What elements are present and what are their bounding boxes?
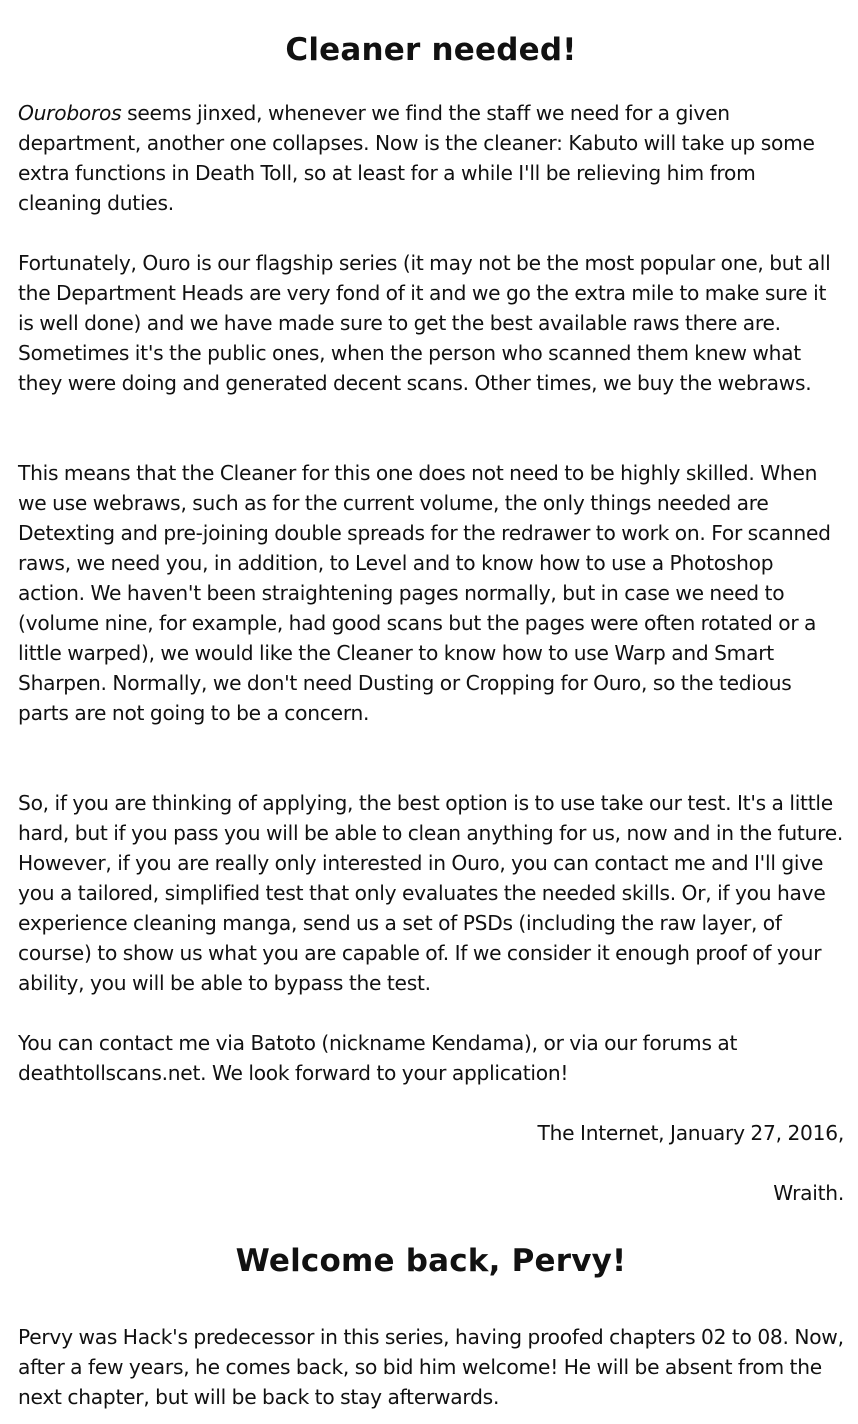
heading-welcome-back: Welcome back, Pervy! (235, 1243, 627, 1279)
signature: Wraith. (773, 1181, 844, 1205)
paragraph-contact: You can contact me via Batoto (nickname Kendama), or via our forums at deathtollscans.net. We look forward to your application! (18, 1031, 738, 1085)
paragraph-applying: So, if you are thinking of applying, the best option is to use take our test. It's a little hard, but if you pass you will be able to clean anything for us, now and in the future. However, if you are really only interested in Ouro, you can contact me and I'll give you a tailored, simplified test that only evaluates the needed skills. Or, if you have experience cleaning manga, send us a set of PSDs (including the raw layer, of course) to show us what you are capable of. If we consider it enough proof of your ability, you will be able to bypass the test. (18, 791, 844, 995)
series-title-italic: Ouroboros (18, 101, 122, 125)
paragraph-intro-text: seems jinxed, whenever we find the staff we need for a given department, another one collapses. Now is the cleaner: Kabuto will take up some extra functions in Death Toll, so at least for a while I'll be relieving him from cleaning duties. (18, 101, 815, 215)
paragraph-welcome: Pervy was Hack's predecessor in this series, having proofed chapters 02 to 08. Now, after a few years, he comes back, so bid him welcome! He will be absent from the next chapter, but will be back to stay afterwards. (18, 1325, 844, 1409)
heading-cleaner-needed: Cleaner needed! (285, 32, 577, 68)
dateline: The Internet, January 27, 2016, (537, 1121, 844, 1145)
paragraph-skills: This means that the Cleaner for this one does not need to be highly skilled. When we use webraws, such as for the current volume, the only things needed are Detexting and pre-joining double spreads for the redrawer to work on. For scanned raws, we need you, in addition, to Level and to know how to use a Photoshop action. We haven't been straightening pages normally, but in case we need to (volume nine, for example, had good scans but the pages were often rotated or a little warped), we would like the Cleaner to know how to use Warp and Smart Sharpen. Normally, we don't need Dusting or Cropping for Ouro, so the tedious parts are not going to be a concern. (18, 461, 831, 725)
paragraph-raws: Fortunately, Ouro is our flagship series (it may not be the most popular one, but all the Department Heads are very fond of it and we go the extra mile to make sure it is well done) and we have made sure to get the best available raws there are. Sometimes it's the public ones, when the person who scanned them knew what they were doing and generated decent scans. Other times, we buy the webraws. (18, 251, 831, 395)
paragraph-intro (18, 98, 844, 218)
